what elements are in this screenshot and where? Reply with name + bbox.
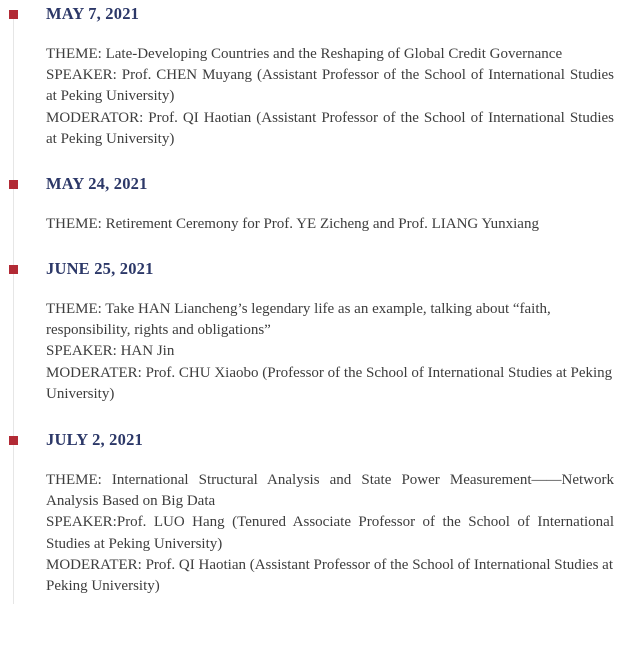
event-speaker: SPEAKER: Prof. CHEN Muyang (Assistant Professor of the School of International Studies at Peking University) xyxy=(46,67,614,105)
event-details xyxy=(46,470,614,597)
event-moderator: MODERATER: Prof. QI Haotian (Assistant Professor of the School of International Studies at Peking University) xyxy=(46,556,614,595)
event-date: MAY 7, 2021 xyxy=(46,4,140,23)
event-date: JUNE 25, 2021 xyxy=(46,259,154,278)
bullet-square-icon xyxy=(9,436,18,445)
event-moderator: MODERATOR: Prof. QI Haotian (Assistant Professor of the School of International Studies at Peking University) xyxy=(46,109,614,147)
event-date: MAY 24, 2021 xyxy=(46,174,148,193)
event-theme: THEME: International Structural Analysis and State Power Measurement——Network Analysis Based on Big Data xyxy=(46,472,614,510)
event-theme: THEME: Retirement Ceremony for Prof. YE Zicheng and Prof. LIANG Yunxiang xyxy=(46,216,539,232)
event-details xyxy=(46,214,614,235)
event-theme: THEME: Take HAN Liancheng’s legendary life as an example, talking about “faith, responsibility, rights and obligations” xyxy=(46,301,551,339)
event-speaker: SPEAKER: HAN Jin xyxy=(46,343,175,360)
event-theme: THEME: Late-Developing Countries and the Reshaping of Global Credit Governance xyxy=(46,46,563,62)
event-moderator: MODERATER: Prof. CHU Xiaobo (Professor of the School of International Studies at Peking University) xyxy=(46,364,613,402)
event-speaker: SPEAKER:Prof. LUO Hang (Tenured Associate Professor of the School of International Studies at Peking University) xyxy=(46,514,614,552)
bullet-square-icon xyxy=(9,10,18,19)
bullet-square-icon xyxy=(9,265,18,274)
event-details xyxy=(46,299,614,405)
timeline-line xyxy=(13,14,14,604)
event-details xyxy=(46,44,614,150)
bullet-square-icon xyxy=(9,180,18,189)
event-date: JULY 2, 2021 xyxy=(46,430,143,449)
